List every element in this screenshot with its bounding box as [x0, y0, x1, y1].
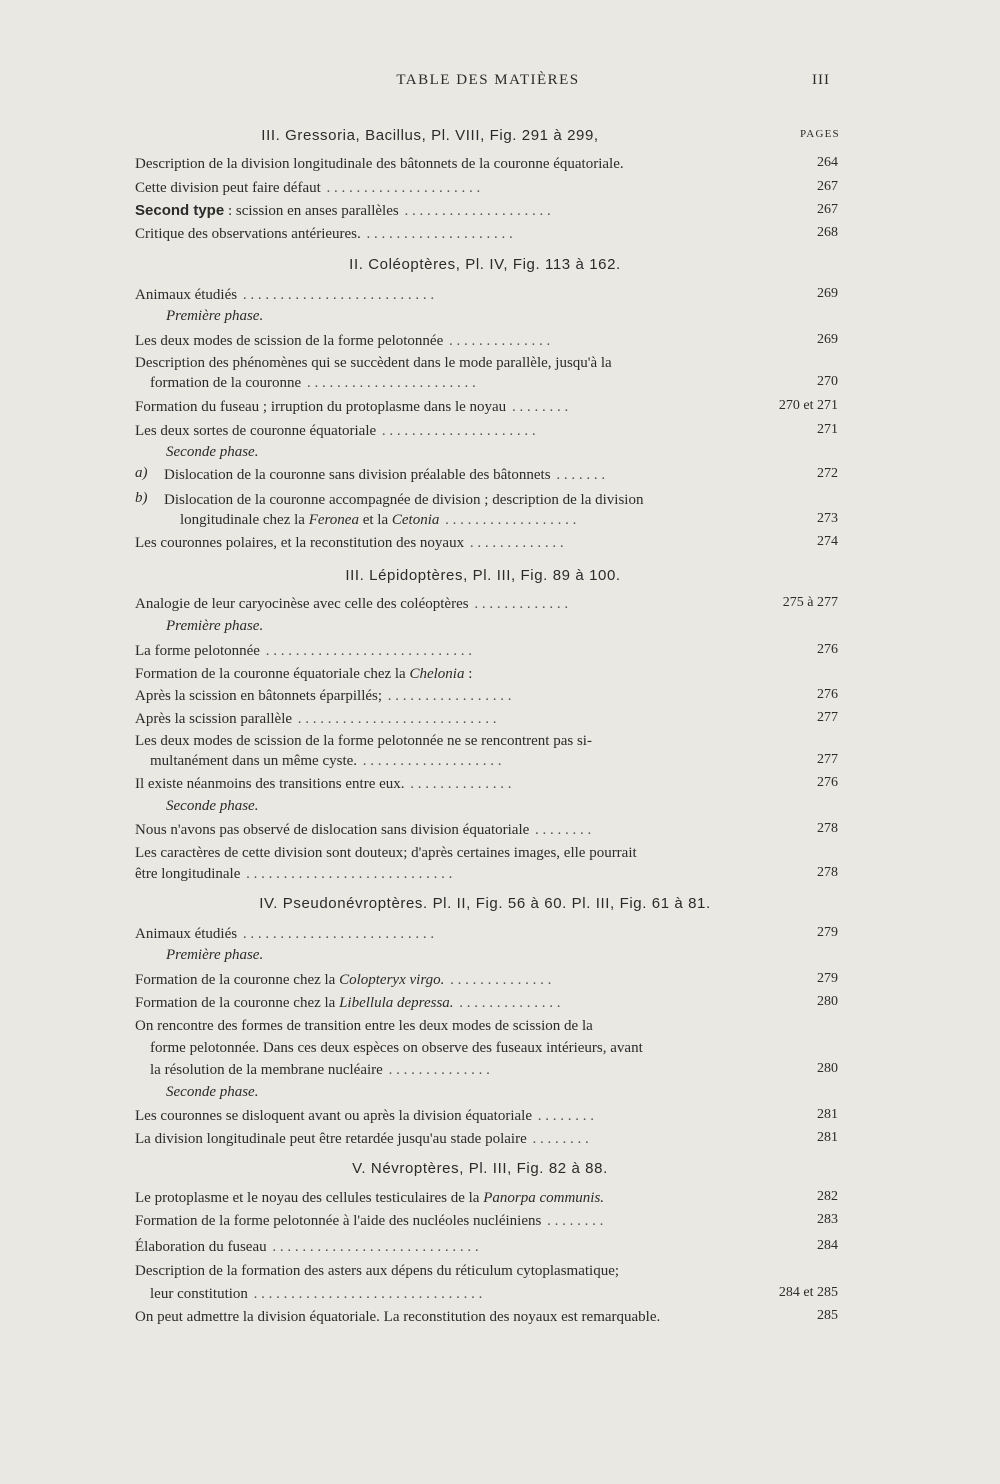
toc-entry-page: 269 — [817, 332, 838, 347]
dot-leader: . . . . . . . . — [528, 1131, 589, 1147]
toc-entry — [150, 751, 755, 771]
toc-entry-text: Les deux modes de scission de la forme pelotonnée — [135, 333, 444, 349]
toc-entry — [135, 1237, 755, 1257]
toc-entry-text: Les deux modes de scission de la forme pelotonnée ne se rencontrent pas si- — [135, 733, 592, 749]
phase-label: Première phase. — [166, 618, 264, 634]
toc-entry-page: 282 — [817, 1189, 838, 1204]
pages-column-label: PAGES — [800, 128, 840, 140]
toc-entry-text: Formation de la couronne équatoriale chez la — [135, 666, 410, 682]
toc-entry-text: Élaboration du fuseau — [135, 1239, 267, 1255]
toc-entry-page: 277 — [817, 752, 838, 767]
toc-entry-italic: Panorpa communis. — [483, 1190, 605, 1206]
toc-entry-page: 279 — [817, 925, 838, 940]
toc-entry-text: Nous n'avons pas observé de dislocation sans division équatoriale — [135, 822, 530, 838]
toc-entry — [135, 331, 755, 351]
toc-entry-text-cont: forme pelotonnée. Dans ces deux espèces on observe des fuseaux intérieurs, avant — [150, 1040, 643, 1056]
toc-entry-page: 284 et 285 — [778, 1285, 838, 1300]
toc-entry-text: Description de la division longitudinale des bâtonnets de la couronne équatoriale. — [135, 156, 624, 172]
toc-entry — [135, 224, 755, 244]
phase-label: Première phase. — [166, 947, 264, 963]
toc-entry — [164, 465, 755, 485]
toc-entry-text-cont: la résolution de la membrane nucléaire — [150, 1062, 383, 1078]
toc-entry — [135, 201, 755, 221]
dot-leader: . . . . . . . . . . . . . . . . . — [384, 688, 512, 704]
section-heading: V. Névroptères, Pl. III, Fig. 82 à 88. — [352, 1160, 608, 1177]
toc-entry — [135, 993, 755, 1013]
toc-entry-text: longitudinale chez la — [180, 512, 309, 528]
toc-entry-text: Description de la formation des asters aux dépens du réticulum cytoplasmatique; — [135, 1263, 620, 1279]
toc-entry-italic: Cetonia — [391, 512, 440, 528]
toc-entry-page: 270 — [817, 374, 838, 389]
toc-entry — [150, 1060, 755, 1080]
toc-entry — [135, 421, 755, 441]
toc-entry-page: 271 — [817, 422, 838, 437]
dot-leader: . . . . . . . . . . . . . . . . . . . . — [362, 226, 513, 242]
toc-entry-text: Critique des observations antérieures. — [135, 226, 361, 242]
toc-entry — [135, 285, 755, 305]
dot-leader: . . . . . . . . . . . . . . . . . . . — [359, 753, 502, 769]
toc-entry-text: La division longitudinale peut être retardée jusqu'au stade polaire — [135, 1131, 527, 1147]
toc-entry-italic: Colopteryx virgo. — [339, 972, 445, 988]
running-header: TABLE DES MATIÈRES — [396, 72, 580, 88]
toc-entry — [135, 664, 755, 684]
section-heading: III. Lépidoptères, Pl. III, Fig. 89 à 100. — [345, 567, 621, 584]
toc-entry-italic: Feronea — [308, 512, 359, 528]
toc-entry-page: 275 à 277 — [782, 595, 838, 610]
toc-entry-page: 264 — [817, 155, 838, 170]
toc-entry — [135, 178, 755, 198]
toc-entry — [135, 924, 755, 944]
phase-label: Seconde phase. — [166, 444, 259, 460]
dot-leader: . . . . . . . . . . . . . . . . . . . . . . . . . . . — [294, 711, 497, 727]
dot-leader: . . . . . . . . . . . . . . . . . . . . . . . . . . . . — [268, 1239, 479, 1255]
dot-leader: . . . . . . . . . . . . . . . . . . . . — [400, 203, 551, 219]
section-heading: III. Gressoria, Bacillus, Pl. VIII, Fig. 291 à 299, — [261, 127, 599, 144]
dot-leader: . . . . . . . . . . . . . . — [406, 776, 512, 792]
toc-entry-page: 283 — [817, 1212, 838, 1227]
toc-entry — [135, 533, 755, 553]
toc-entry-text: Les couronnes polaires, et la reconstitution des noyaux — [135, 535, 465, 551]
toc-entry — [135, 970, 755, 990]
toc-entry — [150, 1284, 755, 1304]
dot-leader: . . . . . . . . . . . . . — [466, 535, 564, 551]
toc-entry-text-cont: formation de la couronne — [150, 375, 302, 391]
toc-entry — [135, 686, 755, 706]
toc-entry-text-cont: être longitudinale — [135, 866, 241, 882]
section-heading: II. Coléoptères, Pl. IV, Fig. 113 à 162. — [349, 256, 621, 273]
toc-entry — [135, 709, 755, 729]
toc-entry-page: 276 — [817, 642, 838, 657]
toc-entry-page: 279 — [817, 971, 838, 986]
dot-leader: . . . . . . . — [552, 467, 606, 483]
phase-label: Seconde phase. — [166, 798, 259, 814]
dot-leader: . . . . . . . . . . . . . . — [445, 333, 551, 349]
dot-leader: . . . . . . . . — [533, 1108, 594, 1124]
dot-leader: . . . . . . . . — [543, 1213, 604, 1229]
dot-leader: . . . . . . . . . . . . . . . . . . . . . — [378, 423, 536, 439]
toc-entry-page: 273 — [817, 511, 838, 526]
toc-entry-page: 272 — [817, 466, 838, 481]
toc-entry — [135, 820, 755, 840]
toc-entry-page: 280 — [817, 1061, 838, 1076]
toc-entry-text: Formation de la couronne chez la — [135, 995, 340, 1011]
toc-entry-text: On rencontre des formes de transition entre les deux modes de scission de la — [135, 1018, 593, 1034]
toc-entry-text: Les deux sortes de couronne équatoriale — [135, 423, 377, 439]
toc-entry-text: Formation de la forme pelotonnée à l'aide des nucléoles nucléiniens — [135, 1213, 542, 1229]
toc-entry-text: Animaux étudiés — [135, 287, 238, 303]
toc-entry-text: Analogie de leur caryocinèse avec celle des coléoptères — [135, 596, 469, 612]
toc-entry-text: Le protoplasme et le noyau des cellules testiculaires de la — [135, 1190, 484, 1206]
toc-entry-italic: Chelonia — [409, 666, 465, 682]
toc-entry — [135, 1129, 755, 1149]
toc-entry-page: 278 — [817, 821, 838, 836]
toc-entry-page: 281 — [817, 1107, 838, 1122]
toc-entry-text-cont: multanément dans un même cyste. — [150, 753, 358, 769]
toc-entry-text: Dislocation de la couronne sans division préalable des bâtonnets — [164, 467, 551, 483]
toc-entry — [135, 641, 755, 661]
toc-entry-italic: Libellula depressa. — [339, 995, 454, 1011]
toc-entry-page: 280 — [817, 994, 838, 1009]
toc-entry — [135, 774, 755, 794]
toc-entry-page: 270 et 271 — [778, 398, 838, 413]
toc-entry — [135, 1188, 760, 1208]
dot-leader: . . . . . . . . . . . . . . . . . . — [441, 512, 577, 528]
toc-entry-text: et la — [358, 512, 392, 528]
item-label: b) — [135, 490, 148, 506]
dot-leader: . . . . . . . . . . . . . . . . . . . . . . . . . . — [239, 287, 435, 303]
dot-leader: . . . . . . . . . . . . . . . . . . . . . . . . . . . . . . . — [249, 1286, 483, 1302]
section-heading: IV. Pseudonévroptères. Pl. II, Fig. 56 à 60. Pl. III, Fig. 61 à 81. — [259, 895, 711, 912]
dot-leader: . . . . . . . . . . . . . . . . . . . . . . . . . . . . — [261, 643, 472, 659]
toc-entry-page: 276 — [817, 775, 838, 790]
toc-entry — [135, 1106, 755, 1126]
toc-entry-page: 281 — [817, 1130, 838, 1145]
toc-entry-text: : — [464, 666, 473, 682]
dot-leader: . . . . . . . . . . . . . . . . . . . . . . . — [303, 375, 476, 391]
toc-entry — [135, 594, 755, 614]
toc-entry-text: Cette division peut faire défaut — [135, 180, 321, 196]
toc-entry-text: Dislocation de la couronne accompagnée de division ; description de la division — [164, 492, 644, 508]
toc-entry-page: 274 — [817, 534, 838, 549]
toc-entry — [135, 864, 755, 884]
toc-entry-text: Il existe néanmoins des transitions entre eux. — [135, 776, 405, 792]
toc-entry-text: La forme pelotonnée — [135, 643, 260, 659]
toc-entry-text: Après la scission parallèle — [135, 711, 293, 727]
dot-leader: . . . . . . . . — [508, 399, 569, 415]
toc-entry-text-cont: leur constitution — [150, 1286, 248, 1302]
toc-entry-page: 277 — [817, 710, 838, 725]
toc-entry-page: 268 — [817, 225, 838, 240]
toc-entry-page: 276 — [817, 687, 838, 702]
toc-entry-page: 284 — [817, 1238, 838, 1253]
toc-entry-page: 269 — [817, 286, 838, 301]
toc-entry-page: 267 — [817, 202, 838, 217]
phase-label: Seconde phase. — [166, 1084, 259, 1100]
phase-label: Première phase. — [166, 308, 264, 324]
toc-entry-text: Animaux étudiés — [135, 926, 238, 942]
dot-leader: . . . . . . . . . . . . . . — [384, 1062, 490, 1078]
toc-entry-bold: Second type — [135, 202, 225, 219]
dot-leader: . . . . . . . . . . . . . . — [455, 995, 561, 1011]
toc-entry-text: Les couronnes se disloquent avant ou après la division équatoriale — [135, 1108, 532, 1124]
dot-leader: . . . . . . . . . . . . . . . . . . . . . — [322, 180, 481, 196]
toc-entry-text: On peut admettre la division équatoriale. La reconstitution des noyaux est remarquable. — [135, 1309, 661, 1325]
toc-entry-text: Formation du fuseau ; irruption du protoplasme dans le noyau — [135, 399, 507, 415]
toc-entry — [150, 373, 755, 393]
toc-entry-text: Description des phénomènes qui se succèdent dans le mode parallèle, jusqu'à la — [135, 355, 612, 371]
toc-entry-page: 278 — [817, 865, 838, 880]
toc-entry — [135, 397, 755, 417]
dot-leader: . . . . . . . . . . . . . . — [446, 972, 552, 988]
toc-entry — [135, 1211, 755, 1231]
dot-leader: . . . . . . . . . . . . . . . . . . . . . . . . . . . . — [242, 866, 453, 882]
toc-entry-text: : scission en anses parallèles — [224, 203, 399, 219]
item-label: a) — [135, 465, 148, 481]
dot-leader: . . . . . . . . — [531, 822, 592, 838]
toc-entry-page: 285 — [817, 1308, 838, 1323]
toc-entry-text: Les caractères de cette division sont douteux; d'après certaines images, elle pourrait — [135, 845, 637, 861]
toc-entry-text: Après la scission en bâtonnets éparpillés; — [135, 688, 383, 704]
dot-leader: . . . . . . . . . . . . . — [470, 596, 569, 612]
toc-entry-page: 267 — [817, 179, 838, 194]
page-number: III — [812, 72, 830, 88]
toc-entry — [180, 510, 755, 530]
toc-entry-text: Formation de la couronne chez la — [135, 972, 340, 988]
dot-leader: . . . . . . . . . . . . . . . . . . . . . . . . . . — [239, 926, 435, 942]
